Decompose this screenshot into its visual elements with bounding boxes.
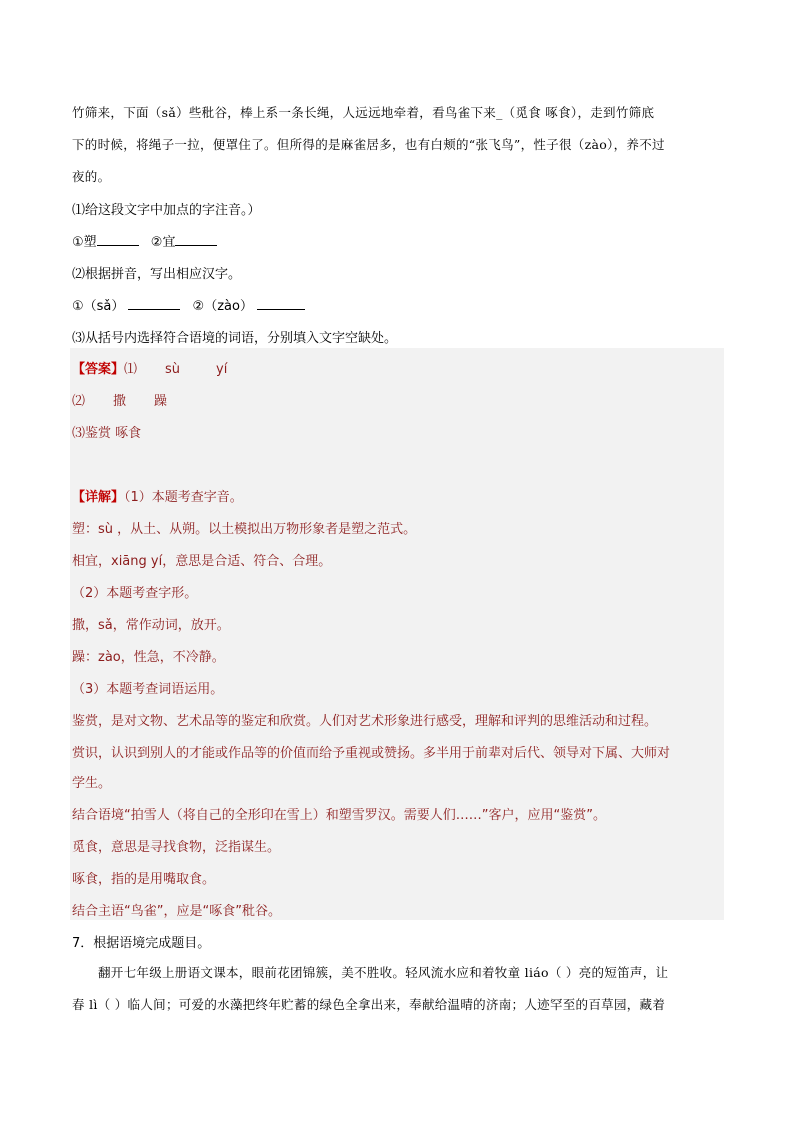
answer-tag: 【答案】	[72, 362, 125, 377]
detail-line: 撒，sǎ，常作动词，放开。	[72, 618, 230, 633]
q2-item-1: ①（sǎ）	[72, 299, 125, 314]
question-1: ⑴给这段文字中加点的字注音。）	[72, 203, 261, 218]
question-3: ⑶从括号内选择符合语境的词语，分别填入文字空缺处。	[72, 331, 398, 346]
answer-section	[70, 348, 724, 920]
answer-line-3: ⑶鉴赏 啄食	[72, 426, 142, 441]
detail-line: 学生。	[72, 776, 112, 791]
detail-intro-text: （1）本题考查字音。	[124, 490, 243, 505]
passage-line-1: 竹筛来，下面（sǎ）些秕谷，棒上系一条长绳，人远远地牵着，看鸟雀下来_（觅食 啄食），走到竹筛底	[72, 105, 655, 120]
q1-item-2: ②宜	[150, 235, 176, 250]
passage-line-3: 夜的。	[72, 169, 111, 184]
question-7-line-2: 春 lì（ ）临人间；可爱的水藻把终年贮蓄的绿色全拿出来，奉献给温晴的济南；人迹罕至的百草园，藏着	[72, 997, 666, 1012]
answer-value: yí	[216, 362, 228, 377]
question-2-items	[72, 295, 305, 314]
question-1-items	[72, 231, 217, 250]
answer-line-1	[72, 358, 227, 377]
detail-tag: 【详解】	[72, 490, 125, 505]
answer-blank[interactable]	[257, 297, 305, 310]
detail-line: （3）本题考查词语运用。	[72, 682, 224, 697]
detail-line: 结合语境“拍雪人（将自己的全形印在雪上）和塑雪罗汉。需要人们……”客户，应用“鉴赏”。	[72, 808, 606, 823]
question-2: ⑵根据拼音，写出相应汉字。	[72, 267, 242, 282]
detail-line: 结合主语“鸟雀”，应是“啄食”秕谷。	[72, 904, 281, 919]
detail-line: 塑：sù ，从土、从朔。以土模拟出万物形象者是塑之范式。	[72, 522, 417, 537]
detail-intro	[72, 486, 243, 505]
question-7-line-1: 翻开七年级上册语文课本，眼前花团锦簇，美不胜收。轻风流水应和着牧童 liáo（ ）亮的短笛声，让	[98, 965, 669, 980]
answer-value: 撒	[113, 394, 127, 409]
answer-label: ⑴	[124, 362, 138, 377]
answer-blank[interactable]	[97, 233, 139, 246]
question-7-title: 7．根据语境完成题目。	[72, 936, 211, 951]
detail-line: 赏识，认识到别人的才能或作品等的价值而给予重视或赞扬。多半用于前辈对后代、领导对下属、大师对	[72, 746, 671, 761]
passage-line-2: 下的时候，将绳子一拉，便罩住了。但所得的是麻雀居多，也有白颊的“张飞鸟”，性子很（zào），养不过	[72, 137, 665, 152]
answer-value: sù	[165, 362, 181, 377]
detail-line: 鉴赏，是对文物、艺术品等的鉴定和欣赏。人们对艺术形象进行感受，理解和评判的思维活动和过程。	[72, 714, 658, 729]
answer-blank[interactable]	[175, 233, 217, 246]
answer-value: 躁	[154, 394, 168, 409]
q2-item-2: ②（zào）	[192, 299, 253, 314]
detail-line: 啄食，指的是用嘴取食。	[72, 872, 216, 887]
q1-item-1: ①塑	[72, 235, 97, 250]
detail-line: 觅食，意思是寻找食物，泛指谋生。	[72, 840, 281, 855]
answer-blank[interactable]	[128, 297, 180, 310]
answer-line-2	[72, 390, 167, 409]
detail-line: 躁：zào，性急，不冷静。	[72, 650, 225, 665]
detail-line: 相宜，xiāng yí，意思是合适、符合、合理。	[72, 554, 332, 569]
detail-line: （2）本题考查字形。	[72, 586, 198, 601]
answer-label: ⑵	[72, 394, 86, 409]
